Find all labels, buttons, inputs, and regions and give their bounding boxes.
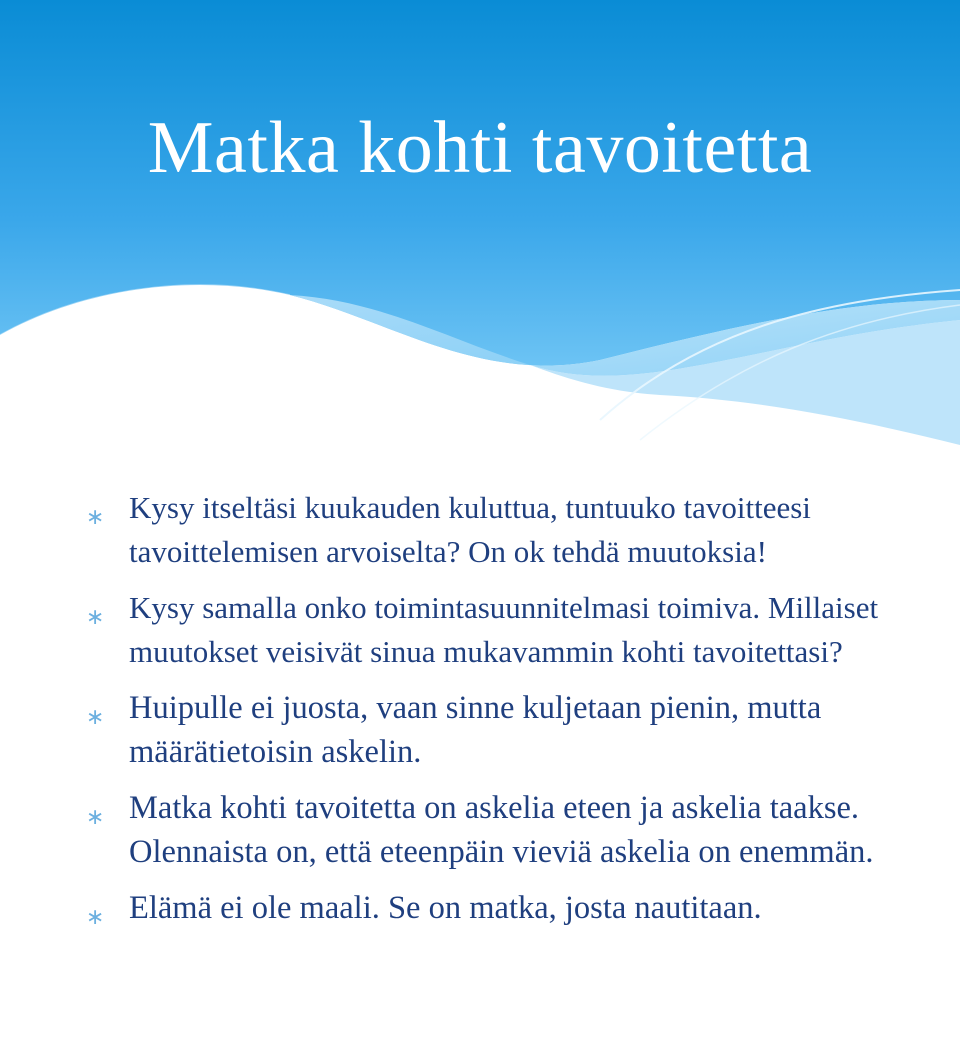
bullet-marker-icon: ∗ — [86, 905, 105, 930]
bullet-marker-icon: ∗ — [86, 605, 105, 630]
bullet-list — [0, 486, 960, 930]
bullet-text: Matka kohti tavoitetta on askelia eteen ja askelia taakse. Olennaista on, että eteenpäin vieviä askelia on enemmän. — [129, 790, 874, 870]
bullet-marker-icon: ∗ — [86, 705, 105, 730]
bullet-item — [0, 786, 960, 874]
bullet-text: Elämä ei ole maali. Se on matka, josta nautitaan. — [129, 890, 762, 926]
bullet-text: Kysy samalla onko toimintasuunnitelmasi toimiva. Millaiset muutokset veisivät sinua mukavammin kohti tavoitettasi? — [129, 590, 879, 669]
slide-title: Matka kohti tavoitetta — [147, 107, 813, 189]
header-wave-background — [0, 0, 960, 470]
bullet-marker-icon: ∗ — [86, 505, 105, 530]
bullet-text: Kysy itseltäsi kuukauden kuluttua, tuntuuko tavoitteesi tavoittelemisen arvoiselta? On ok tehdä muutoksia! — [129, 490, 811, 569]
bullet-marker-icon: ∗ — [86, 805, 105, 830]
bullet-item — [0, 686, 960, 774]
bullet-item — [0, 586, 960, 674]
bullet-text: Huipulle ei juosta, vaan sinne kuljetaan pienin, mutta määrätietoisin askelin. — [129, 690, 822, 770]
bullet-item — [0, 486, 960, 574]
bullet-item — [0, 886, 960, 930]
